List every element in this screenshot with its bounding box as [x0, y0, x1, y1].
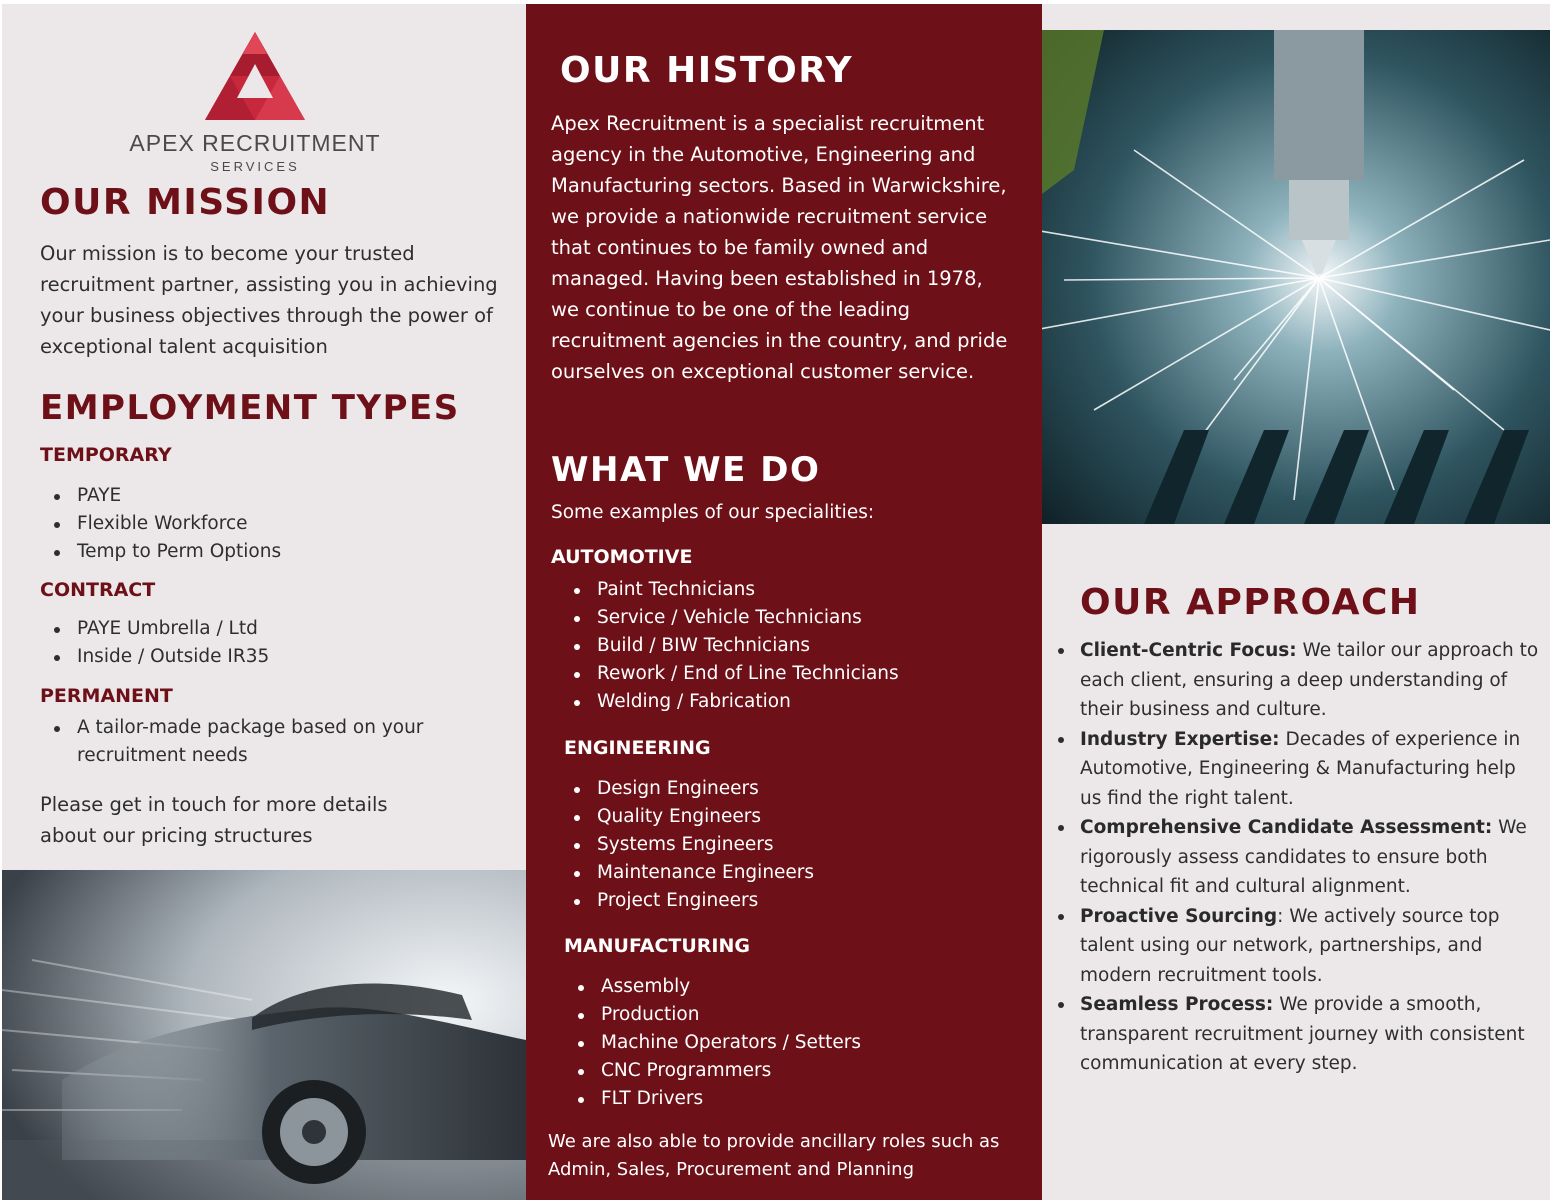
history-heading: OUR HISTORY	[560, 50, 854, 91]
mission-heading: OUR MISSION	[40, 182, 331, 223]
approach-text: Decades of experience in Automotive, Engineering & Manufacturing help us find the right talent.	[1080, 728, 1521, 809]
approach-text: : We actively source top talent using our network, partnerships, and modern recruitment tools.	[1080, 905, 1500, 986]
mission-text: Our mission is to become your trusted recruitment partner, assisting you in achieving your business objectives through the power of exceptional talent acquisition	[40, 242, 498, 358]
list-item: Project Engineers	[560, 887, 1020, 915]
permanent-list	[40, 714, 460, 770]
pricing-contact-note: Please get in touch for more details about our pricing structures	[40, 793, 388, 847]
ancillary-roles-note: We are also able to provide ancillary roles such as Admin, Sales, Procurement and Planning	[548, 1131, 1000, 1180]
approach-text: We provide a smooth, transparent recruitment journey with consistent communication at every step.	[1080, 994, 1525, 1074]
list-item: Rework / End of Line Technicians	[560, 660, 1020, 688]
approach-term: Industry Expertise:	[1080, 728, 1280, 750]
contract-list	[40, 615, 500, 671]
speeding-car-image	[2, 870, 526, 1200]
approach-term: Client-Centric Focus:	[1080, 640, 1297, 661]
laser-cutter-image	[1042, 30, 1550, 524]
list-item	[1056, 902, 1542, 991]
list-item	[1056, 725, 1542, 814]
list-item: Systems Engineers	[560, 831, 1020, 859]
list-item: Maintenance Engineers	[560, 859, 1020, 887]
engineering-list	[560, 775, 1020, 915]
automotive-heading: AUTOMOTIVE	[551, 546, 693, 568]
list-item: CNC Programmers	[564, 1057, 1024, 1085]
apex-triangle-logo-icon	[203, 30, 307, 122]
employment-types-heading: EMPLOYMENT TYPES	[40, 388, 460, 428]
approach-heading: OUR APPROACH	[1080, 582, 1421, 623]
list-item: Assembly	[564, 973, 1024, 1001]
engineering-heading: ENGINEERING	[564, 737, 711, 759]
list-item: Service / Vehicle Technicians	[560, 604, 1020, 632]
left-panel	[2, 4, 526, 1200]
manufacturing-list	[564, 973, 1024, 1113]
list-item: Design Engineers	[560, 775, 1020, 803]
list-item	[1056, 813, 1542, 902]
list-item: Build / BIW Technicians	[560, 632, 1020, 660]
list-item: Machine Operators / Setters	[564, 1029, 1024, 1057]
approach-text: We tailor our approach to each client, ensuring a deep understanding of their business and culture.	[1080, 640, 1539, 720]
history-text: Apex Recruitment is a specialist recruitment agency in the Automotive, Engineering and Manufacturing sectors. Based in Warwickshire, we provide a nationwide recruitment service that continues to be family owned and managed. Having been established in 1978, we continue to be one of the leading recruitment agencies in the country, and pride ourselves on exceptional customer service.	[551, 112, 1008, 383]
specialities-intro: Some examples of our specialities:	[551, 502, 875, 523]
automotive-list	[560, 576, 1020, 716]
company-logo	[122, 30, 388, 174]
list-item: Paint Technicians	[560, 576, 1020, 604]
temporary-heading: TEMPORARY	[40, 444, 172, 466]
logo-wordmark: APEX RECRUITMENT	[129, 130, 381, 156]
approach-term: Comprehensive Candidate Assessment:	[1080, 817, 1493, 838]
list-item: PAYE	[40, 482, 500, 510]
contract-heading: CONTRACT	[40, 579, 156, 601]
approach-list	[1056, 636, 1542, 1079]
right-panel	[1042, 4, 1550, 1200]
temporary-list	[40, 482, 500, 566]
laser-sparks-photo-icon	[1042, 30, 1550, 524]
permanent-heading: PERMANENT	[40, 685, 173, 707]
list-item: Temp to Perm Options	[40, 538, 500, 566]
list-item: Quality Engineers	[560, 803, 1020, 831]
list-item: Welding / Fabrication	[560, 688, 1020, 716]
list-item: Inside / Outside IR35	[40, 643, 500, 671]
what-we-do-heading: WHAT WE DO	[551, 450, 821, 490]
list-item: PAYE Umbrella / Ltd	[40, 615, 500, 643]
list-item: FLT Drivers	[564, 1085, 1024, 1113]
car-photo-icon	[2, 870, 526, 1200]
list-item: Production	[564, 1001, 1024, 1029]
approach-text: We rigorously assess candidates to ensure both technical fit and cultural alignment.	[1080, 817, 1527, 897]
list-item	[1056, 990, 1542, 1079]
approach-term: Proactive Sourcing	[1080, 905, 1278, 927]
list-item: Flexible Workforce	[40, 510, 500, 538]
logo-tagline: SERVICES	[210, 159, 300, 174]
list-item: A tailor-made package based on your recruitment needs	[40, 714, 460, 770]
list-item	[1056, 636, 1542, 725]
middle-panel	[526, 4, 1042, 1200]
manufacturing-heading: MANUFACTURING	[564, 935, 750, 957]
approach-term: Seamless Process:	[1080, 994, 1274, 1015]
